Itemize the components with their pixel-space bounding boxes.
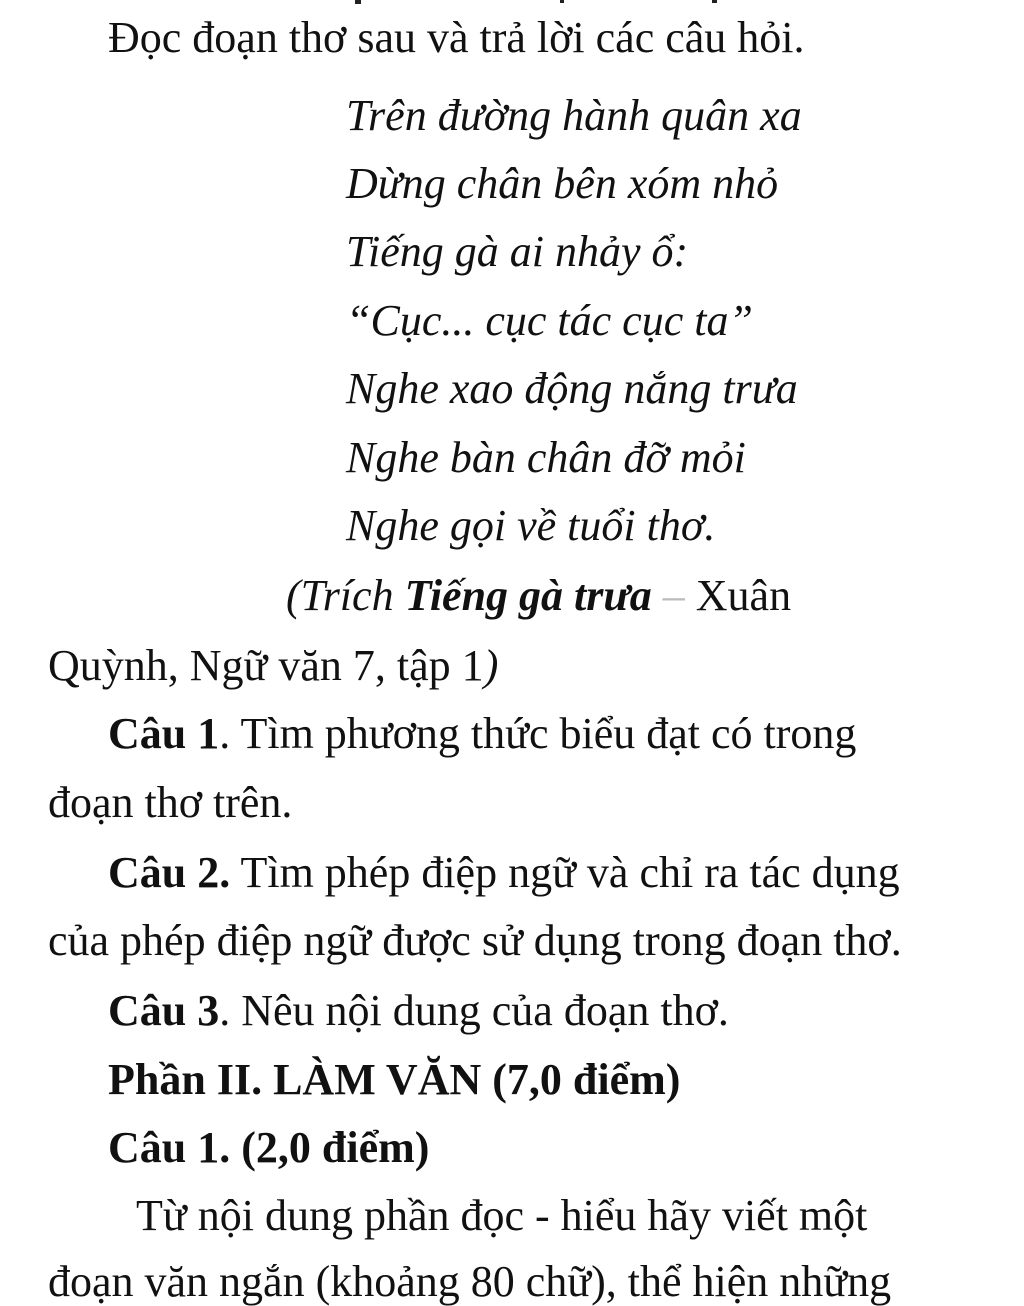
citation-author-rest: Quỳnh, Ngữ văn 7, tập 1 xyxy=(48,641,484,690)
question-1-cont: đoạn thơ trên. xyxy=(48,778,293,827)
question-label: Câu 3 xyxy=(108,986,220,1035)
question-2-cont: của phép điệp ngữ được sử dụng trong đoạn thơ. xyxy=(48,916,902,965)
section-2-prompt-cont: đoạn văn ngắn (khoảng 80 chữ), thể hiện những xyxy=(48,1257,892,1306)
citation-dash: – xyxy=(651,571,696,620)
citation-line-2 xyxy=(48,641,499,690)
question-text: Tìm phép điệp ngữ và chỉ ra tác dụng xyxy=(240,848,900,897)
poem-line: Tiếng gà ai nhảy ổ: xyxy=(346,227,689,276)
citation-line xyxy=(286,571,792,620)
question-sep: . xyxy=(219,709,241,758)
instruction-text: Đọc đoạn thơ sau và trả lời các câu hỏi. xyxy=(108,13,805,62)
poem-line: Nghe gọi về tuổi thơ. xyxy=(346,501,716,550)
poem-line: “Cục... cục tác cục ta” xyxy=(346,296,753,345)
question-1 xyxy=(108,709,857,758)
section-2-heading: Phần II. LÀM VĂN (7,0 điểm) xyxy=(108,1055,681,1104)
question-sep: . xyxy=(219,986,242,1035)
question-sep xyxy=(230,848,240,897)
section-2-prompt: Từ nội dung phần đọc - hiểu hãy viết một xyxy=(136,1191,868,1240)
section-2-question-1-label: Câu 1. (2,0 điểm) xyxy=(108,1123,430,1172)
citation-close: ) xyxy=(483,641,499,690)
poem-line: Nghe xao động nắng trưa xyxy=(346,364,798,413)
citation-author-first: Xuân xyxy=(695,571,792,620)
question-text: Nêu nội dung của đoạn thơ. xyxy=(241,986,729,1035)
citation-open: (Trích xyxy=(286,571,405,620)
question-label: Câu 1 xyxy=(108,709,220,758)
question-3 xyxy=(108,986,729,1035)
question-2 xyxy=(108,848,900,897)
citation-title: Tiếng gà trưa xyxy=(404,571,652,620)
question-text: Tìm phương thức biểu đạt có trong xyxy=(240,709,857,758)
poem-line: Dừng chân bên xóm nhỏ xyxy=(346,159,779,208)
cropped-text-fragment-top xyxy=(0,0,1024,8)
poem-line: Trên đường hành quân xa xyxy=(346,91,802,140)
poem-line: Nghe bàn chân đỡ mỏi xyxy=(346,433,746,482)
question-label: Câu 2. xyxy=(108,848,231,897)
